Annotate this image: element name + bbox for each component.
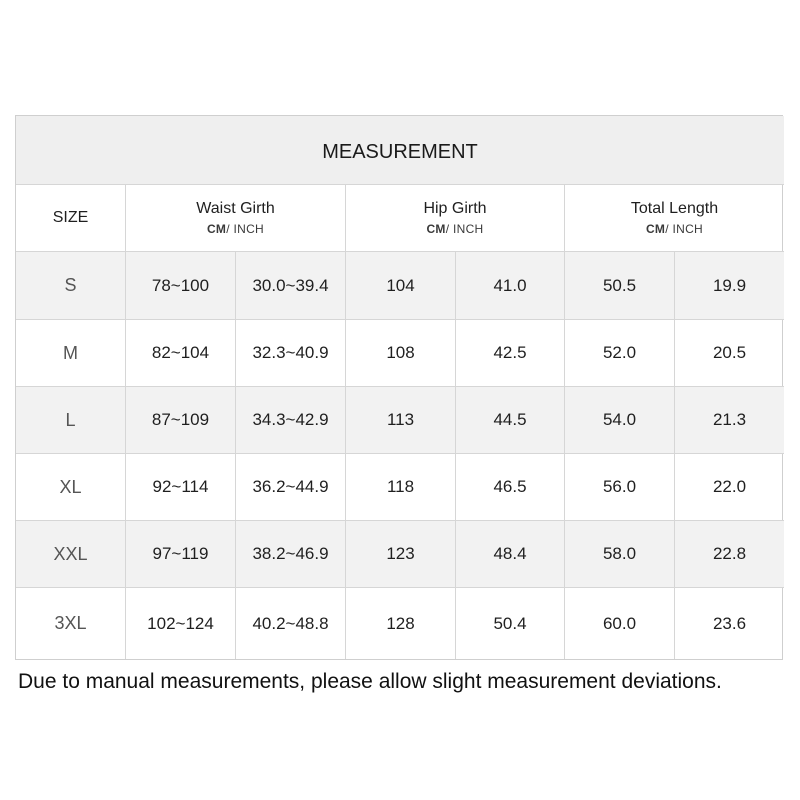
- table-cell: 104: [346, 252, 456, 320]
- waist-girth-header: [126, 185, 346, 252]
- table-cell: 32.3~40.9: [236, 320, 346, 387]
- table-cell: 108: [346, 320, 456, 387]
- table-cell: 52.0: [565, 320, 675, 387]
- table-cell: 19.9: [675, 252, 784, 320]
- total-length-unit: CM/ INCH: [645, 222, 704, 236]
- measurement-table: [15, 115, 783, 660]
- table-cell: 38.2~46.9: [236, 521, 346, 588]
- table-cell: 22.8: [675, 521, 784, 588]
- table-cell: 22.0: [675, 454, 784, 521]
- table-cell: 128: [346, 588, 456, 659]
- size-cell: L: [16, 387, 126, 454]
- size-cell: M: [16, 320, 126, 387]
- table-cell: 46.5: [456, 454, 565, 521]
- table-cell: 92~114: [126, 454, 236, 521]
- table-cell: 82~104: [126, 320, 236, 387]
- table-cell: 113: [346, 387, 456, 454]
- table-cell: 44.5: [456, 387, 565, 454]
- hip-girth-unit: CM/ INCH: [426, 222, 484, 236]
- table-cell: 23.6: [712, 613, 747, 633]
- table-cell: 40.2~48.8: [236, 588, 346, 659]
- table-cell: 58.0: [565, 521, 675, 588]
- table-cell: 54.0: [565, 387, 675, 454]
- hip-girth-header: [346, 185, 565, 252]
- table-cell: 42.5: [456, 320, 565, 387]
- size-cell: 3XL: [16, 588, 126, 659]
- size-cell: S: [16, 252, 126, 320]
- size-cell: XL: [16, 454, 126, 521]
- table-cell: 123: [346, 521, 456, 588]
- table-cell: 118: [346, 454, 456, 521]
- waist-girth-unit: CM/ INCH: [206, 222, 265, 236]
- waist-girth-label: Waist Girth: [196, 200, 275, 217]
- table-cell: 50.5: [565, 252, 675, 320]
- table-cell: 48.4: [456, 521, 565, 588]
- table-cell: 30.0~39.4: [236, 252, 346, 320]
- table-cell: 60.0: [565, 588, 675, 659]
- table-cell: 78~100: [126, 252, 236, 320]
- table-title: MEASUREMENT: [16, 116, 784, 185]
- total-length-header: [565, 185, 784, 252]
- hip-girth-label: Hip Girth: [423, 200, 487, 217]
- table-cell: 34.3~42.9: [236, 387, 346, 454]
- total-length-label: Total Length: [630, 200, 719, 217]
- table-cell: 97~119: [126, 521, 236, 588]
- table-cell: 87~109: [126, 387, 236, 454]
- table-cell: 20.5: [675, 320, 784, 387]
- size-cell: XXL: [16, 521, 126, 588]
- table-cell: 56.0: [565, 454, 675, 521]
- table-cell: 21.3: [675, 387, 784, 454]
- table-cell: 50.4: [456, 588, 565, 659]
- measurement-note: Due to manual measurements, please allow slight measurement deviations.: [18, 670, 722, 693]
- table-cell: 41.0: [456, 252, 565, 320]
- size-column-header: SIZE: [16, 185, 126, 252]
- table-cell: 36.2~44.9: [236, 454, 346, 521]
- table-cell: 102~124: [126, 588, 236, 659]
